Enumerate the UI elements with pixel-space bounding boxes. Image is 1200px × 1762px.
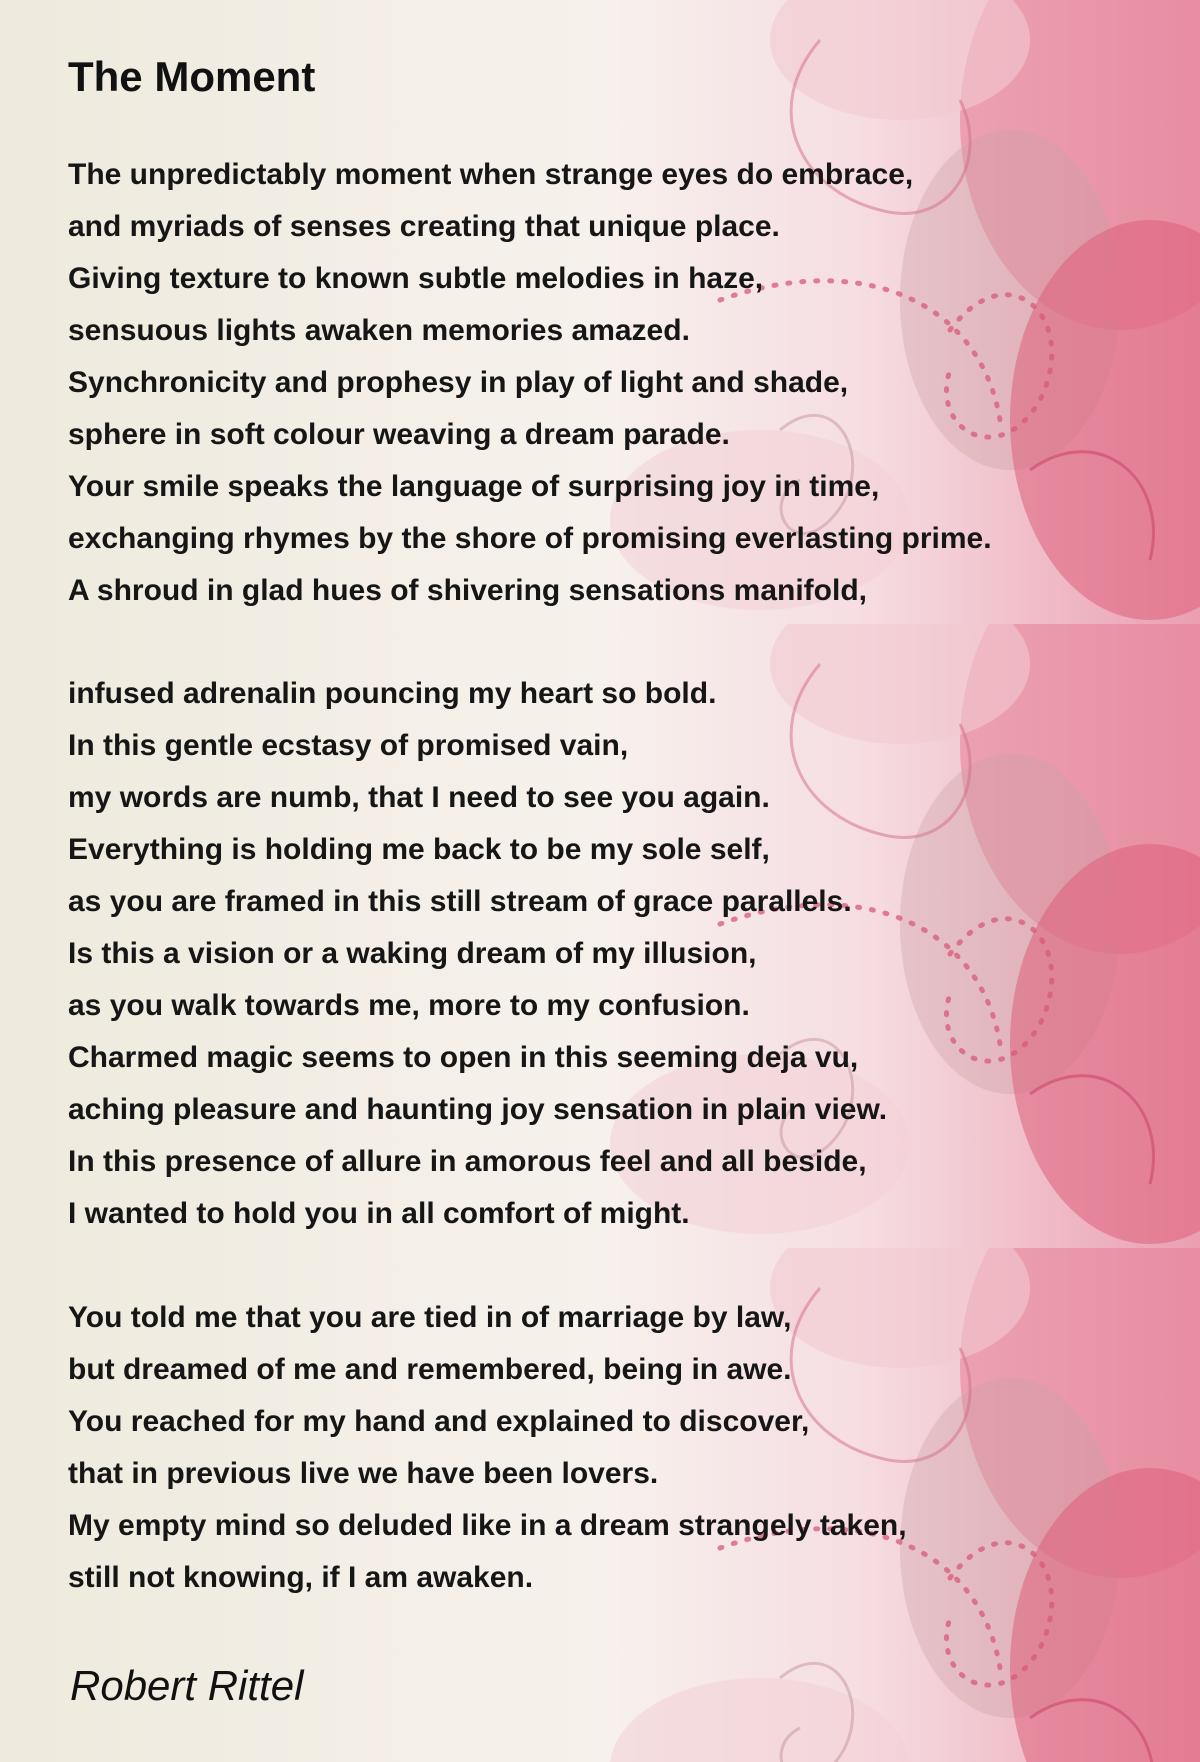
poem-line: sphere in soft colour weaving a dream parade. xyxy=(68,418,730,451)
poem-line: The unpredictably moment when strange eyes do embrace, xyxy=(68,158,914,191)
stanza-3 xyxy=(68,1292,1168,1604)
poem-line: still not knowing, if I am awaken. xyxy=(68,1561,534,1594)
poem-line: exchanging rhymes by the shore of promising everlasting prime. xyxy=(68,522,992,555)
poem-line: A shroud in glad hues of shivering sensations manifold, xyxy=(68,574,867,607)
poem-line: infused adrenalin pouncing my heart so bold. xyxy=(68,677,717,710)
poem-line: that in previous live we have been lovers. xyxy=(68,1457,659,1490)
stanza-2 xyxy=(68,668,1168,1240)
poem-line: my words are numb, that I need to see you again. xyxy=(68,781,770,814)
stanza-1 xyxy=(68,149,1168,617)
poem-line: but dreamed of me and remembered, being in awe. xyxy=(68,1353,792,1386)
poem-line: Is this a vision or a waking dream of my illusion, xyxy=(68,937,757,970)
poem-line: In this presence of allure in amorous feel and all beside, xyxy=(68,1145,867,1178)
poem-line: Your smile speaks the language of surprising joy in time, xyxy=(68,470,880,503)
poem-line: Charmed magic seems to open in this seeming deja vu, xyxy=(68,1041,859,1074)
poem-line: In this gentle ecstasy of promised vain, xyxy=(68,729,629,762)
poem-line: My empty mind so deluded like in a dream strangely taken, xyxy=(68,1509,907,1542)
poem-line: You reached for my hand and explained to discover, xyxy=(68,1405,810,1438)
poem-line: You told me that you are tied in of marriage by law, xyxy=(68,1301,792,1334)
poem-line: Synchronicity and prophesy in play of light and shade, xyxy=(68,366,849,399)
poem-line: as you are framed in this still stream of grace parallels. xyxy=(68,885,852,918)
poem-line: sensuous lights awaken memories amazed. xyxy=(68,314,690,347)
poem-line: Giving texture to known subtle melodies in haze, xyxy=(68,262,764,295)
poem-title: The Moment xyxy=(68,53,316,100)
poem-author: Robert Rittel xyxy=(70,1662,304,1709)
poem-line: I wanted to hold you in all comfort of might. xyxy=(68,1197,690,1230)
poem-line: as you walk towards me, more to my confusion. xyxy=(68,989,750,1022)
poem-line: and myriads of senses creating that unique place. xyxy=(68,210,780,243)
poem-line: aching pleasure and haunting joy sensation in plain view. xyxy=(68,1093,888,1126)
poem-line: Everything is holding me back to be my sole self, xyxy=(68,833,770,866)
